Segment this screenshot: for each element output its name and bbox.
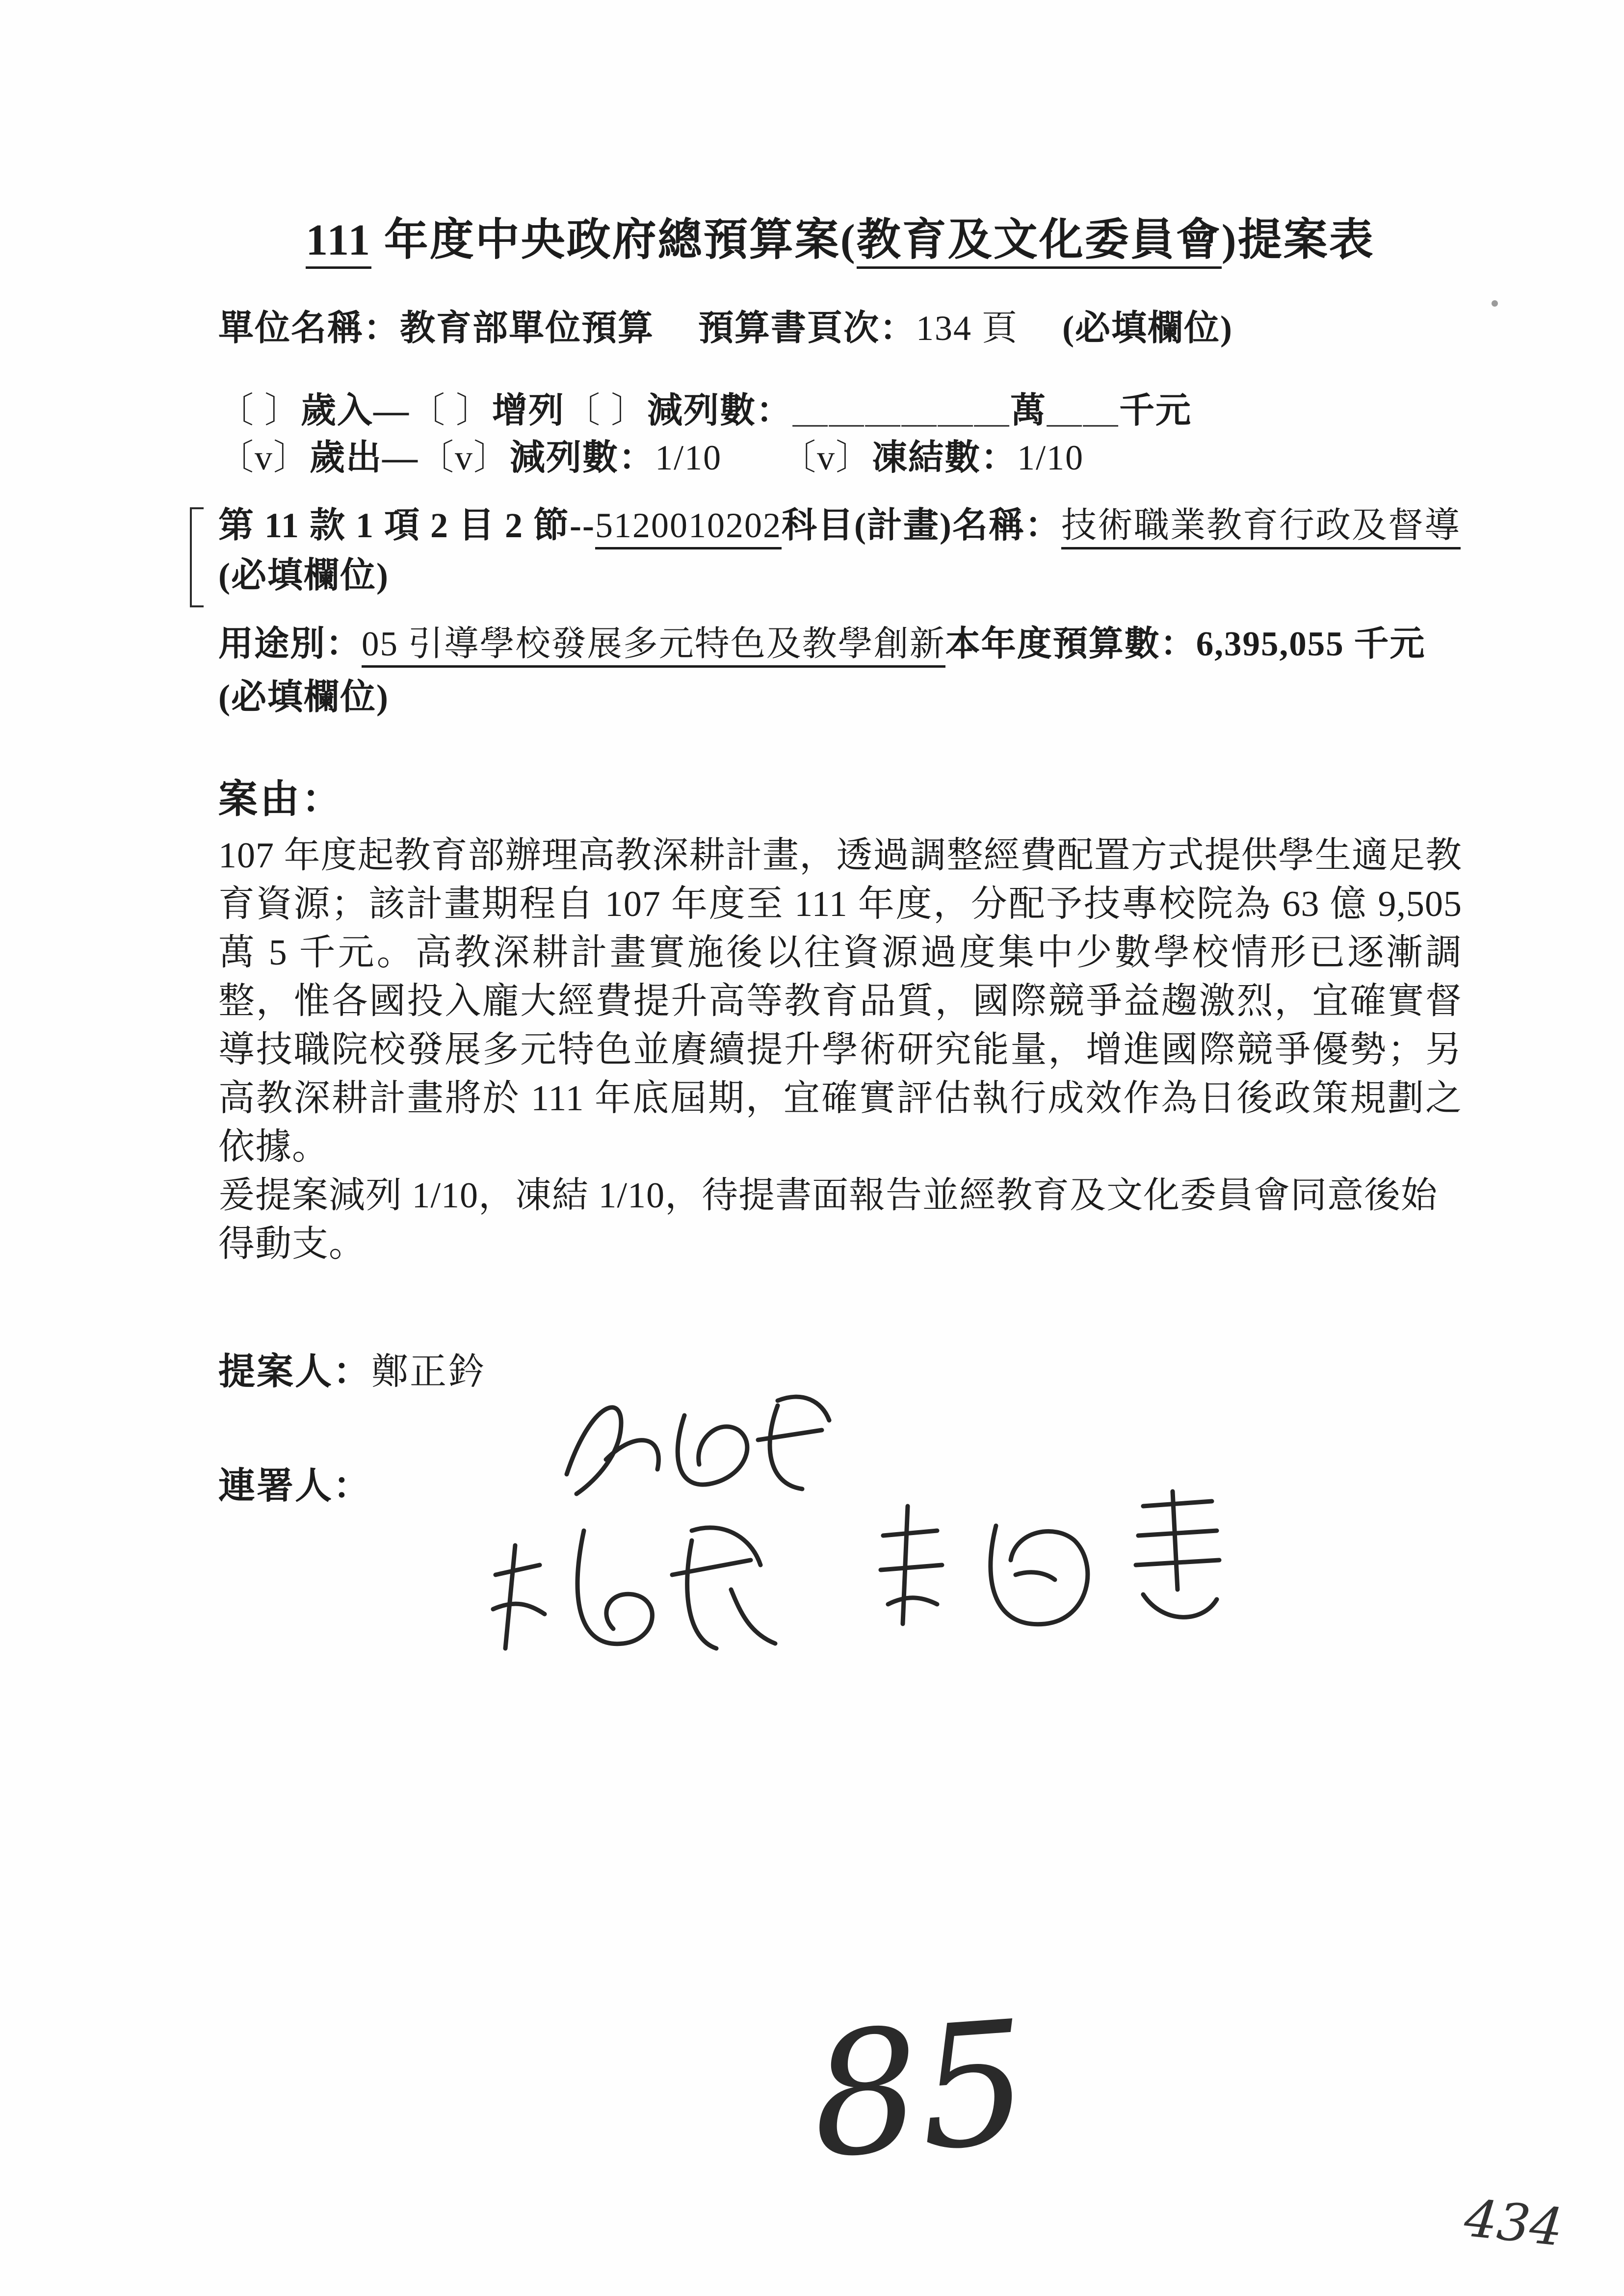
freeze-value: 1/10 [1017,438,1084,477]
revenue-cut-checkbox: 〔 〕 [565,391,648,430]
proposer-name: 鄭正鈐 [371,1352,487,1392]
usage-row [218,621,1462,667]
required-note-1: (必填欄位) [1062,309,1233,348]
unit-row [218,305,1462,351]
expenditure-row [218,435,1462,481]
title-committee: 教育及文化委員會 [857,216,1222,269]
title-mid: 年度中央政府總預算案( [384,216,857,264]
revenue-checkbox: 〔 〕 [218,391,301,430]
expenditure-cut-checkbox: 〔v〕 [419,438,510,477]
scan-artifact-dot [1492,300,1498,307]
usage-label: 用途別： [218,625,362,663]
unit-name-label: 單位名稱： [218,309,400,348]
expenditure-label: 歲出— [310,438,419,477]
left-bracket-mark [190,507,204,607]
required-row [218,674,1462,720]
case-body: 107 年度起教育部辦理高教深耕計畫，透過調整經費配置方式提供學生適足教育資源；該計畫期程自 107 年度至 111 年度，分配予技專校院為 63 億 9,505 萬 5 千元。高教深耕計畫實施後以往資源過度集中少數學校情形已逐漸調整，惟各國投入龐大經費提升高等教育品質，國際競爭益趨激烈，宜確實督導技職院校發展多元特色並賡續提升學術研究能量，增進國際競爭優勢；另高教深耕計畫將於 111 年底屆期，宜確實評估執行成效作為日後政策規劃之依據。 [218,835,1462,1167]
budget-item-block [218,500,1474,600]
revenue-label: 歲入— [301,391,410,430]
budget-amount-label: 本年度預算數： [945,625,1196,663]
freeze-checkbox: 〔v〕 [781,438,872,477]
revenue-add-label: 增列 [492,391,565,430]
usage-value: 05 引導學校發展多元特色及教學創新 [362,625,945,668]
revenue-blank-short: ＿＿ [1047,391,1120,430]
unit-name-value: 教育部單位預算 [400,309,655,348]
handwritten-page-number: 85 [805,1984,1034,2196]
revenue-cut-label: 減列數： [647,391,793,430]
item-subject: 技術職業教育行政及督導 [1061,506,1461,549]
revenue-blank-long: ＿＿＿＿＿＿ [792,391,1011,430]
item-code: 5120010202 [595,506,782,549]
cosigner-signature-2 [868,1477,1310,1663]
required-note-3: (必填欄位) [218,678,389,717]
handwritten-corner-number: 434 [1462,2188,1566,2258]
item-label: 科目(計畫)名稱： [781,506,1061,545]
revenue-add-checkbox: 〔 〕 [410,391,493,430]
item-prefix: 第 11 款 1 項 2 目 2 節-- [218,506,595,545]
expenditure-cut-label: 減列數： [510,438,655,477]
cosigner-signature-1 [486,1501,829,1688]
expenditure-checkbox: 〔v〕 [218,438,310,477]
page-index-label: 預算書頁次： [698,309,917,348]
proposer-label: 提案人： [218,1352,372,1392]
freeze-label: 凍結數： [872,438,1018,477]
required-note-2: (必填欄位) [218,556,389,595]
revenue-unit-wan: 萬 [1010,391,1047,430]
title-tail: )提案表 [1221,216,1375,264]
page-index-value: 134 頁 [916,309,1019,348]
cosigner-label: 連署人： [218,1466,372,1507]
revenue-row [218,388,1462,434]
expenditure-cut-value: 1/10 [655,438,722,477]
document-title [218,211,1462,270]
revenue-unit-qianyuan: 千元 [1119,391,1192,430]
title-year: 111 [306,216,371,269]
budget-amount-value: 6,395,055 千元 [1196,625,1426,663]
case-resolution: 爰提案減列 1/10，凍結 1/10，待提書面報告並經教育及文化委員會同意後始得動支。 [218,1175,1438,1264]
case-heading: 案由： [218,778,343,821]
